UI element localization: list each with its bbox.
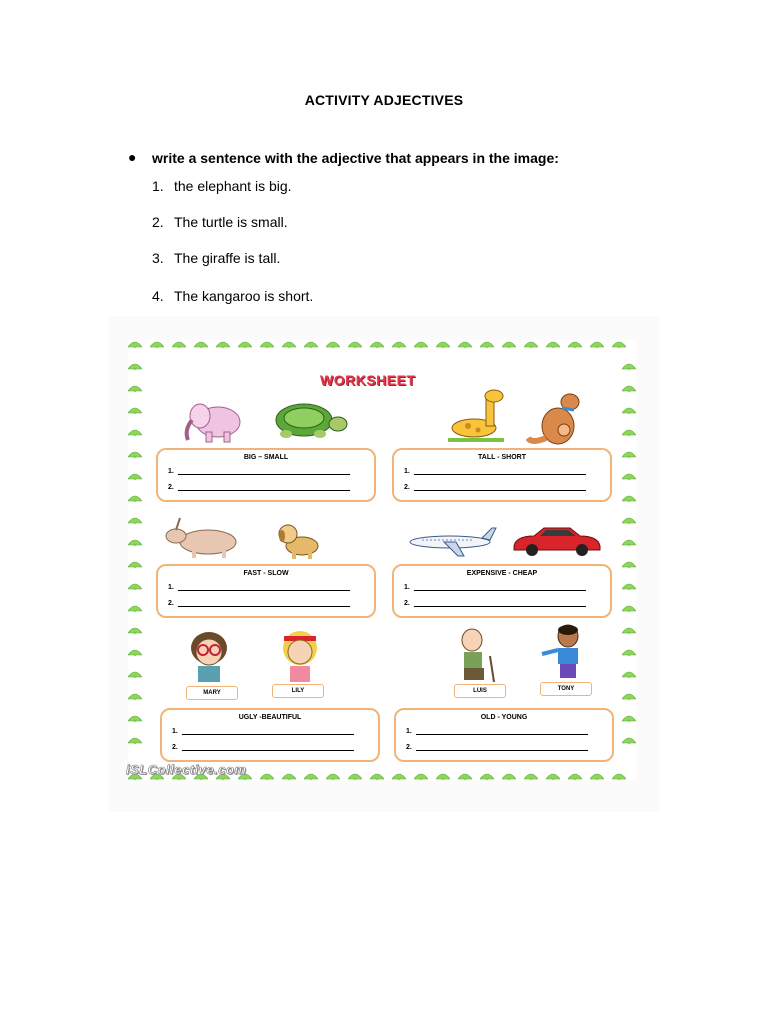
border-umbrella-icon — [546, 340, 560, 348]
name-tag-tony: TONY — [540, 682, 592, 696]
kangaroo-icon — [526, 388, 592, 448]
border-umbrella-icon — [128, 384, 142, 392]
border-umbrella-icon — [622, 604, 636, 612]
border-umbrella-icon — [128, 648, 142, 656]
turtle-icon — [264, 400, 350, 440]
border-umbrella-icon — [502, 772, 516, 780]
border-umbrella-icon — [128, 736, 142, 744]
border-umbrella-icon — [370, 340, 384, 348]
border-umbrella-icon — [128, 560, 142, 568]
border-umbrella-icon — [622, 450, 636, 458]
border-umbrella-icon — [414, 340, 428, 348]
list-item: 1. the elephant is big. — [152, 178, 292, 194]
border-umbrella-icon — [348, 340, 362, 348]
border-umbrella-icon — [172, 340, 186, 348]
border-umbrella-icon — [622, 560, 636, 568]
list-item: 3. The giraffe is tall. — [152, 250, 281, 266]
border-umbrella-icon — [622, 670, 636, 678]
dog-icon — [274, 522, 328, 560]
border-umbrella-icon — [622, 538, 636, 546]
giraffe-icon — [444, 388, 514, 446]
old-man-icon — [450, 626, 508, 684]
name-tag-mary: MARY — [186, 686, 238, 700]
border-umbrella-icon — [326, 772, 340, 780]
border-umbrella-icon — [128, 406, 142, 414]
border-umbrella-icon — [622, 648, 636, 656]
border-umbrella-icon — [622, 736, 636, 744]
border-umbrella-icon — [128, 428, 142, 436]
border-umbrella-icon — [128, 516, 142, 524]
rabbit-icon — [162, 516, 244, 560]
border-umbrella-icon — [568, 340, 582, 348]
border-umbrella-icon — [326, 340, 340, 348]
border-umbrella-icon — [128, 472, 142, 480]
border-umbrella-icon — [128, 494, 142, 502]
exercise-box-tall-short: TALL - SHORT 1. 2. — [392, 448, 612, 502]
bullet-icon: ● — [128, 149, 137, 165]
border-umbrella-icon — [590, 772, 604, 780]
border-umbrella-icon — [622, 626, 636, 634]
border-umbrella-icon — [458, 772, 472, 780]
boy-icon — [540, 624, 594, 680]
worksheet-heading: WORKSHEET — [320, 372, 416, 388]
border-umbrella-icon — [128, 362, 142, 370]
border-umbrella-icon — [128, 626, 142, 634]
page-title: ACTIVITY ADJECTIVES — [304, 92, 464, 108]
border-umbrella-icon — [194, 340, 208, 348]
border-umbrella-icon — [414, 772, 428, 780]
border-umbrella-icon — [590, 340, 604, 348]
border-umbrella-icon — [622, 384, 636, 392]
border-umbrella-icon — [546, 772, 560, 780]
border-umbrella-icon — [260, 340, 274, 348]
border-umbrella-icon — [524, 772, 538, 780]
border-umbrella-icon — [150, 340, 164, 348]
worksheet-image — [108, 316, 660, 812]
car-icon — [510, 524, 602, 558]
border-umbrella-icon — [436, 340, 450, 348]
site-logo: iSLCollective.com — [126, 762, 247, 777]
exercise-box-big-small: BIG – SMALL 1. 2. — [156, 448, 376, 502]
girl-blonde-icon — [276, 628, 324, 684]
border-umbrella-icon — [304, 772, 318, 780]
instruction-text: write a sentence with the adjective that appears in the image: — [152, 150, 559, 166]
border-umbrella-icon — [128, 714, 142, 722]
border-umbrella-icon — [622, 362, 636, 370]
border-umbrella-icon — [216, 340, 230, 348]
border-umbrella-icon — [480, 772, 494, 780]
exercise-box-expensive-cheap: EXPENSIVE - CHEAP 1. 2. — [392, 564, 612, 618]
border-umbrella-icon — [622, 692, 636, 700]
girl-glasses-icon — [182, 628, 236, 684]
border-umbrella-icon — [128, 604, 142, 612]
exercise-box-fast-slow: FAST - SLOW 1. 2. — [156, 564, 376, 618]
border-umbrella-icon — [128, 582, 142, 590]
border-umbrella-icon — [568, 772, 582, 780]
border-umbrella-icon — [370, 772, 384, 780]
border-umbrella-icon — [436, 772, 450, 780]
border-umbrella-icon — [128, 538, 142, 546]
border-umbrella-icon — [622, 428, 636, 436]
border-umbrella-icon — [304, 340, 318, 348]
border-umbrella-icon — [622, 714, 636, 722]
border-umbrella-icon — [622, 406, 636, 414]
border-umbrella-icon — [612, 340, 626, 348]
border-umbrella-icon — [128, 692, 142, 700]
exercise-box-old-young: OLD - YOUNG 1. 2. — [394, 708, 614, 762]
border-umbrella-icon — [622, 494, 636, 502]
exercise-box-ugly-beautiful: UGLY -BEAUTIFUL 1. 2. — [160, 708, 380, 762]
border-umbrella-icon — [282, 340, 296, 348]
border-umbrella-icon — [238, 340, 252, 348]
border-umbrella-icon — [128, 450, 142, 458]
border-umbrella-icon — [282, 772, 296, 780]
border-umbrella-icon — [622, 472, 636, 480]
border-umbrella-icon — [622, 516, 636, 524]
border-umbrella-icon — [480, 340, 494, 348]
name-tag-lily: LILY — [272, 684, 324, 698]
list-item: 4. The kangaroo is short. — [152, 288, 314, 304]
border-umbrella-icon — [128, 340, 142, 348]
border-umbrella-icon — [392, 772, 406, 780]
airplane-icon — [404, 526, 498, 558]
border-umbrella-icon — [524, 340, 538, 348]
border-umbrella-icon — [128, 670, 142, 678]
list-item: 2. The turtle is small. — [152, 214, 288, 230]
border-umbrella-icon — [260, 772, 274, 780]
border-umbrella-icon — [392, 340, 406, 348]
elephant-icon — [180, 398, 248, 444]
border-umbrella-icon — [348, 772, 362, 780]
border-umbrella-icon — [458, 340, 472, 348]
border-umbrella-icon — [612, 772, 626, 780]
border-umbrella-icon — [502, 340, 516, 348]
name-tag-luis: LUIS — [454, 684, 506, 698]
border-umbrella-icon — [622, 582, 636, 590]
